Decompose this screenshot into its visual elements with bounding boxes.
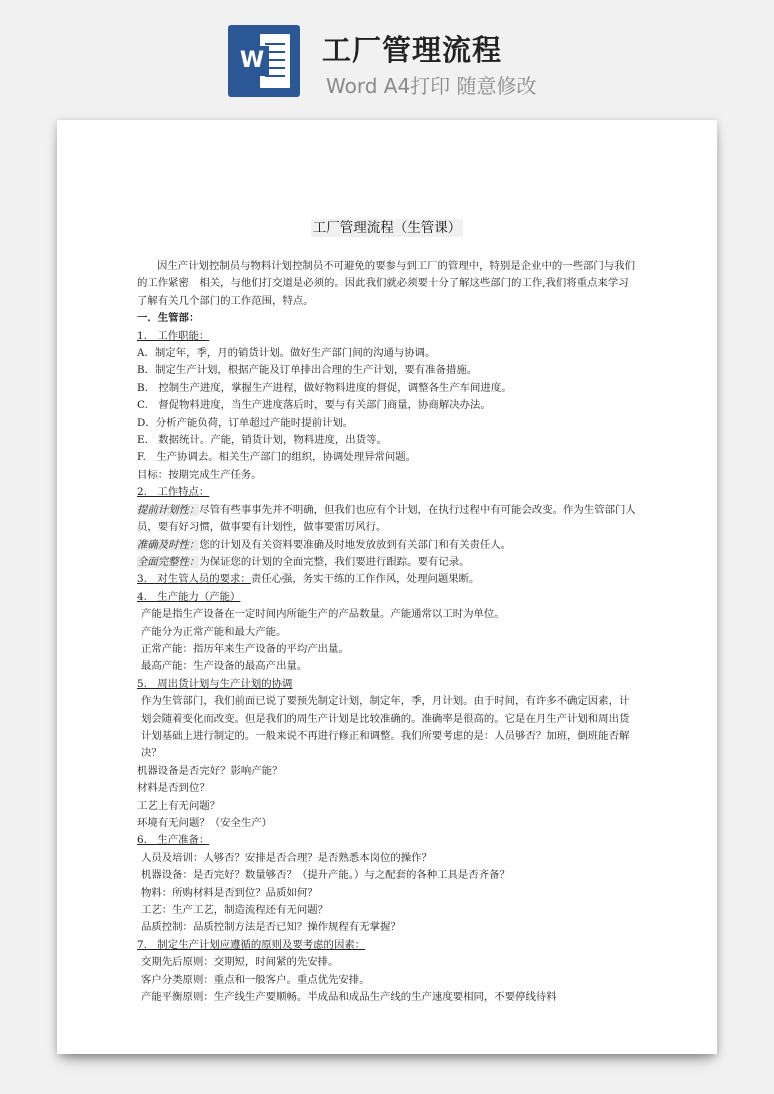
section-5-paragraph: 作为生管部门，我们前面已说了要预先制定计划，制定年，季，月计划。由于时间，有许多不确定因素，计划会随着变化而改变。但是我们的周生产计划是比较准确的。准确率是很高的。它是在月生产计划和周出货计划基础上进行制定的。一般来说不再进行修正和调整。我们所要考虑的是：人员够否？加班，倒班能否解决？ [141,695,630,760]
list-item: 环境有无问题？（安全生产） [137,817,273,829]
list-item: 机器设备是否完好？影响产能？ [137,764,283,777]
section-1-heading: 1. 工作职能： [137,329,210,342]
list-item: 物料：所购材料是否到位？品质如何？ [141,886,318,899]
list-item: 正常产能：指历年来生产设备的平均产出量。 [141,642,349,655]
document-page [57,120,717,1054]
section-6-heading: 6. 生产准备： [137,834,210,847]
document-body [137,258,637,1006]
list-item: 产能平衡原则：生产线生产要顺畅。半成品和成品生产线的生产速度要相同，不要停线待料 [141,991,557,1004]
list-item: 品质控制：品质控制方法是否已知？操作规程有无掌握？ [141,921,401,934]
feature-label: 全面完整性： [137,555,200,568]
feature-label: 提前计划性： [137,503,200,516]
list-item: C. 督促物料进度，当生产进度落后时，要与有关部门商量，协商解决办法。 [137,399,491,412]
list-item: D．分析产能负荷，订单超过产能时提前计划。 [137,416,354,429]
header-banner [0,0,774,112]
list-item: E. 数据统计。产能，销货计划，物料进度，出货等。 [137,434,387,447]
section-7-heading: 7. 制定生产计划应遵循的原则及要考虑的因素： [137,938,366,951]
feature-label: 准确及时性： [137,538,200,551]
list-item: 工艺上有无问题？ [137,799,221,812]
section-4-heading: 4. 生产能力（产能） [137,590,241,603]
list-item: B. 控制生产进度，掌握生产进程，做好物料进度的督促，调整各生产车间进度。 [137,381,512,394]
list-item: 客户分类原则：重点和一般客户。重点优先安排。 [141,973,370,986]
section-3-line: 3. 对生管人员的要求：责任心强，务实干练的工作作风，处理问题果断。 [137,573,480,586]
list-item: 目标：按期完成生产任务。 [137,468,262,481]
list-item: 人员及培训：人够否？安排是否合理？是否熟悉本岗位的操作？ [141,851,432,864]
document-title: 工厂管理流程（生管课） [312,220,462,236]
list-item: B．制定生产计划，根据产能及订单排出合理的生产计划，要有准备措施。 [137,364,478,377]
word-icon [228,25,300,97]
list-item: F. 生产协调去。相关生产部门的组织，协调处理异常问题。 [137,451,417,464]
intro-paragraph: 因生产计划控制员与物料计划控制员不可避免的要参与到工厂的管理中，特别是企业中的一些部门与我们的工作紧密 相关，与他们打交道是必须的。因此我们就必须要十分了解这些部门的工作,我们将重点来学习了解有关几个部门的工作范围，特点。 [137,260,635,307]
list-item: 产能分为正常产能和最大产能。 [141,625,287,638]
section-2-heading: 2. 工作特点： [137,486,210,499]
feature-paragraph: 提前计划性：尽管有些事事先并不明确，但我们也应有个计划，在执行过程中有可能会改变。作为生管部门人员，要有好习惯，做事要有计划性，做事要雷厉风行。 [137,503,636,534]
banner-title: 工厂管理流程 [322,33,503,67]
list-item: 机器设备：是否完好？数量够否？（提升产能。）与之配套的各种工具是否齐备？ [141,869,510,882]
list-item: 工艺：生产工艺，制造流程还有无问题？ [141,904,329,917]
word-icon-letter: W [235,46,269,76]
feature-paragraph: 准确及时性：您的计划及有关资料要准确及时地发放放到有关部门和有关责任人。 [137,538,512,551]
section-heading: 一．生管部： [137,312,200,325]
list-item: A．制定年，季，月的销货计划。做好生产部门间的沟通与协调。 [137,347,436,360]
list-item: 材料是否到位？ [137,782,210,795]
list-item: 交期先后原则：交期短，时间紧的先安排。 [141,956,339,969]
list-item: 产能是指生产设备在一定时间内所能生产的产品数量。产能通常以工时为单位。 [141,608,505,621]
feature-paragraph: 全面完整性：为保证您的计划的全面完整，我们要进行跟踪。要有记录。 [137,555,470,568]
banner-subtitle: Word A4打印 随意修改 [326,74,537,98]
section-5-heading: 5. 周出货计划与生产计划的协调 [137,677,293,690]
list-item: 最高产能：生产设备的最高产出量。 [141,660,308,673]
